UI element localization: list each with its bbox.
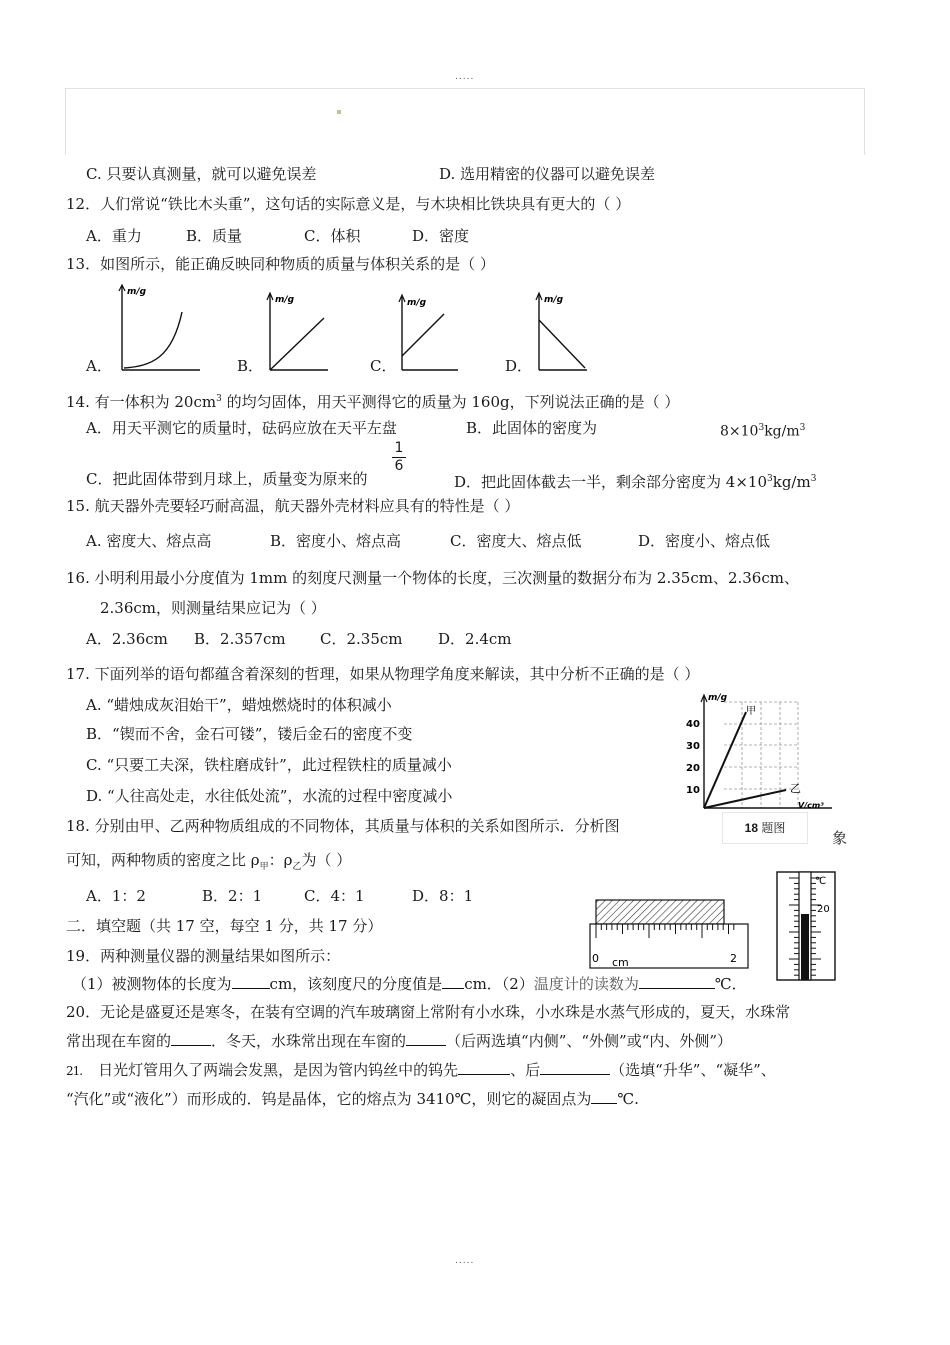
q13-graph-a-axis-label: m/g <box>127 287 147 297</box>
q21-freezing-point-blank[interactable] <box>591 1089 617 1104</box>
q18-caption-num: 18 <box>744 821 758 835</box>
q16-option-c[interactable]: C．2.35cm <box>320 630 403 648</box>
q19-temperature-blank[interactable] <box>639 974 715 989</box>
q19-text-b: cm，该刻度尺的分度值是 <box>269 975 443 993</box>
q18-y-tick-40: 40 <box>686 719 700 730</box>
q18-graph <box>686 690 836 812</box>
q14-d-a: D．把此固体截去一半，剩余部分密度为 4×10 <box>454 473 767 491</box>
q14-d-sup2: 3 <box>810 474 817 484</box>
thermometer-figure <box>775 870 837 982</box>
q14-option-b[interactable]: B．此固体的密度为 <box>466 419 598 437</box>
q20-line2 <box>66 1031 732 1051</box>
q18-stem2-a: 可知，两种物质的密度之比 ρ <box>66 851 260 869</box>
q13-graph-d-axis-label: m/g <box>544 295 564 305</box>
q19-stem: 19．两种测量仪器的测量结果如图所示： <box>66 947 341 965</box>
q13-graph-c-axis-label: m/g <box>407 298 427 308</box>
q18-stem-line1: 18. 分别由甲、乙两种物质组成的不同物体，其质量与体积的关系如图所示．分析图 <box>66 817 620 835</box>
q13-graph-b <box>262 290 332 374</box>
q14-option-b-value <box>720 418 805 442</box>
q21-text-b: 、后 <box>510 1061 541 1079</box>
ruler-two-label: 2 <box>730 952 737 965</box>
q21-line1 <box>66 1060 776 1081</box>
q18-x-label: V/cm³ <box>798 801 824 810</box>
q19-text-d: 温度计的读数为 <box>533 975 639 993</box>
q11-option-c[interactable]: C. 只要认真测量，就可以避免误差 <box>86 165 317 183</box>
q20-summer-blank[interactable] <box>171 1031 211 1046</box>
q20-line1: 20．无论是盛夏还是寒冬，在装有空调的汽车玻璃窗上常附有小水珠，小水珠是水蒸气形成的，夏天，水珠常 <box>66 1003 791 1021</box>
q19-division-blank[interactable] <box>442 974 464 989</box>
q17-option-a[interactable]: A. “蜡烛成灰泪始干”，蜡烛燃烧时的体积减小 <box>86 696 392 714</box>
q12-stem: 12．人们常说“铁比木头重”，这句话的实际意义是，与木块相比铁块具有更大的（ ） <box>66 195 631 213</box>
q16-stem-line2: 2.36cm，则测量结果应记为（ ） <box>100 599 326 617</box>
ruler-unit-label: cm <box>612 956 629 969</box>
q18-sub-jia: 甲 <box>259 862 269 872</box>
header-box <box>65 88 865 155</box>
header-mark <box>337 110 341 114</box>
q18-y-label: m/g <box>708 693 728 703</box>
q11-option-d[interactable]: D. 选用精密的仪器可以避免误差 <box>439 165 656 183</box>
q15-option-c[interactable]: C．密度大、熔点低 <box>450 532 582 550</box>
q17-option-c[interactable]: C. “只要工夫深，铁柱磨成针”，此过程铁柱的质量减小 <box>86 756 452 774</box>
q19-line <box>72 974 747 994</box>
q14-option-a[interactable]: A．用天平测它的质量时，砝码应放在天平左盘 <box>86 419 397 437</box>
q14-d-b: kg/m <box>772 473 811 491</box>
q13-graph-a <box>112 282 207 374</box>
q14-b-val-a: 8×10 <box>720 423 759 440</box>
measured-block <box>596 900 724 924</box>
q20-text-c: （后两选填“内侧”、“外侧”或“内、外侧”） <box>446 1032 733 1050</box>
q21-first-blank[interactable] <box>458 1060 510 1075</box>
q16-stem-line1: 16. 小明利用最小分度值为 1mm 的刻度尺测量一个物体的长度，三次测量的数据分布为 2.35cm、2.36cm、 <box>66 569 799 587</box>
q14-b-val-sup2: 3 <box>799 423 806 433</box>
q18-series-jia-label: 甲 <box>746 706 756 717</box>
q18-series-yi-label: 乙 <box>790 782 801 795</box>
q14-stem-sup: 3 <box>216 394 222 404</box>
q13-option-c[interactable]: C． <box>370 357 397 375</box>
q13-option-d[interactable]: D． <box>505 357 533 375</box>
q12-option-a[interactable]: A．重力 <box>86 227 142 245</box>
q14-option-d[interactable] <box>454 469 816 492</box>
q14-b-val-sup: 3 <box>758 423 765 433</box>
q14-stem <box>66 389 679 412</box>
q19-text-a: （1）被测物体的长度为 <box>72 975 232 993</box>
q21-text-d: “汽化”或“液化”）而形成的．钨是晶体，它的熔点为 3410℃，则它的凝固点为 <box>66 1090 592 1108</box>
q12-option-b[interactable]: B．质量 <box>186 227 243 245</box>
q21-text-a: 日光灯管用久了两端会发黑，是因为管内钨丝中的钨先 <box>98 1061 459 1079</box>
q16-option-d[interactable]: D．2.4cm <box>438 630 512 648</box>
ruler-figure <box>588 896 754 970</box>
q18-sub-yi: 乙 <box>292 862 302 872</box>
q18-figure-caption <box>722 812 808 844</box>
q18-stem-line1-end: 象 <box>832 829 848 847</box>
ruler-zero-label: 0 <box>592 952 599 965</box>
q14-stem-b: 的均匀固体，用天平测得它的质量为 160g，下列说法正确的是（ ） <box>221 393 680 411</box>
header-dots: ..... <box>455 72 475 82</box>
q13-graph-b-axis-label: m/g <box>275 295 295 305</box>
q18-stem2-b: ：ρ <box>268 851 293 869</box>
q20-text-a: 常出现在车窗的 <box>66 1032 172 1050</box>
q21-text-e: ℃. <box>617 1090 639 1108</box>
q18-y-tick-10: 10 <box>686 785 700 796</box>
fraction-denominator: 6 <box>394 458 404 474</box>
q21-number: 21. <box>66 1064 83 1078</box>
q18-stem-line2 <box>66 850 351 877</box>
q21-line2 <box>66 1089 639 1109</box>
q16-option-a[interactable]: A．2.36cm <box>86 630 168 648</box>
footer-dots: ..... <box>455 1256 475 1266</box>
q18-option-c[interactable]: C．4：1 <box>304 887 365 905</box>
q13-graph-d <box>531 290 591 374</box>
fraction-numerator: 1 <box>394 440 404 456</box>
q18-option-a[interactable]: A．1：2 <box>86 887 146 905</box>
section-2-title: 二．填空题（共 17 空，每空 1 分，共 17 分） <box>66 917 383 935</box>
q15-option-d[interactable]: D．密度小、熔点低 <box>638 532 771 550</box>
q14-option-c[interactable]: C．把此固体带到月球上，质量变为原来的 <box>86 470 368 488</box>
q16-option-b[interactable]: B．2.357cm <box>194 630 286 648</box>
q18-stem2-c: 为（ ） <box>301 851 352 869</box>
q13-option-a[interactable]: A． <box>86 357 112 375</box>
q20-text-b: ．冬天，水珠常出现在车窗的 <box>211 1032 407 1050</box>
q17-stem: 17. 下面列举的语句都蕴含着深刻的哲理，如果从物理学角度来解读，其中分析不正确的是（ ） <box>66 665 700 683</box>
q15-option-b[interactable]: B．密度小、熔点高 <box>270 532 402 550</box>
thermometer-20-label: 20 <box>817 904 830 915</box>
q20-winter-blank[interactable] <box>406 1031 446 1046</box>
q17-option-d[interactable]: D. “人往高处走，水往低处流”，水流的过程中密度减小 <box>86 787 453 805</box>
q17-option-b[interactable]: B．“锲而不舍，金石可镂”，镂后金石的密度不变 <box>86 725 413 743</box>
thermometer-unit: ℃ <box>815 876 827 887</box>
q15-stem: 15. 航天器外壳要轻巧耐高温，航天器外壳材料应具有的特性是（ ） <box>66 497 520 515</box>
q13-graph-c <box>394 292 466 374</box>
q12-option-d[interactable]: D．密度 <box>412 227 470 245</box>
q12-option-c[interactable]: C．体积 <box>304 227 361 245</box>
q14-d-sup: 3 <box>767 474 773 484</box>
q18-option-b[interactable]: B．2：1 <box>202 887 263 905</box>
q18-option-d[interactable]: D．8：1 <box>412 887 474 905</box>
q18-y-tick-20: 20 <box>686 763 700 774</box>
q13-option-b[interactable]: B． <box>237 357 264 375</box>
thermometer-liquid <box>801 914 809 980</box>
q18-caption-text: 题图 <box>758 821 786 835</box>
q19-length-blank[interactable] <box>232 974 270 989</box>
q21-second-blank[interactable] <box>540 1060 610 1075</box>
q19-text-e: ℃． <box>714 975 747 993</box>
q13-stem: 13．如图所示，能正确反映同种物质的质量与体积关系的是（ ） <box>66 255 495 273</box>
q14-fraction <box>392 441 406 474</box>
q18-y-tick-30: 30 <box>686 741 700 752</box>
q15-option-a[interactable]: A. 密度大、熔点高 <box>86 532 212 550</box>
q14-b-val-b: kg/m <box>764 423 800 440</box>
q14-stem-a: 14. 有一体积为 20cm <box>66 393 217 411</box>
q19-text-c: cm．（2） <box>464 975 534 993</box>
q21-text-c: （选填“升华”、“凝华”、 <box>610 1061 776 1079</box>
